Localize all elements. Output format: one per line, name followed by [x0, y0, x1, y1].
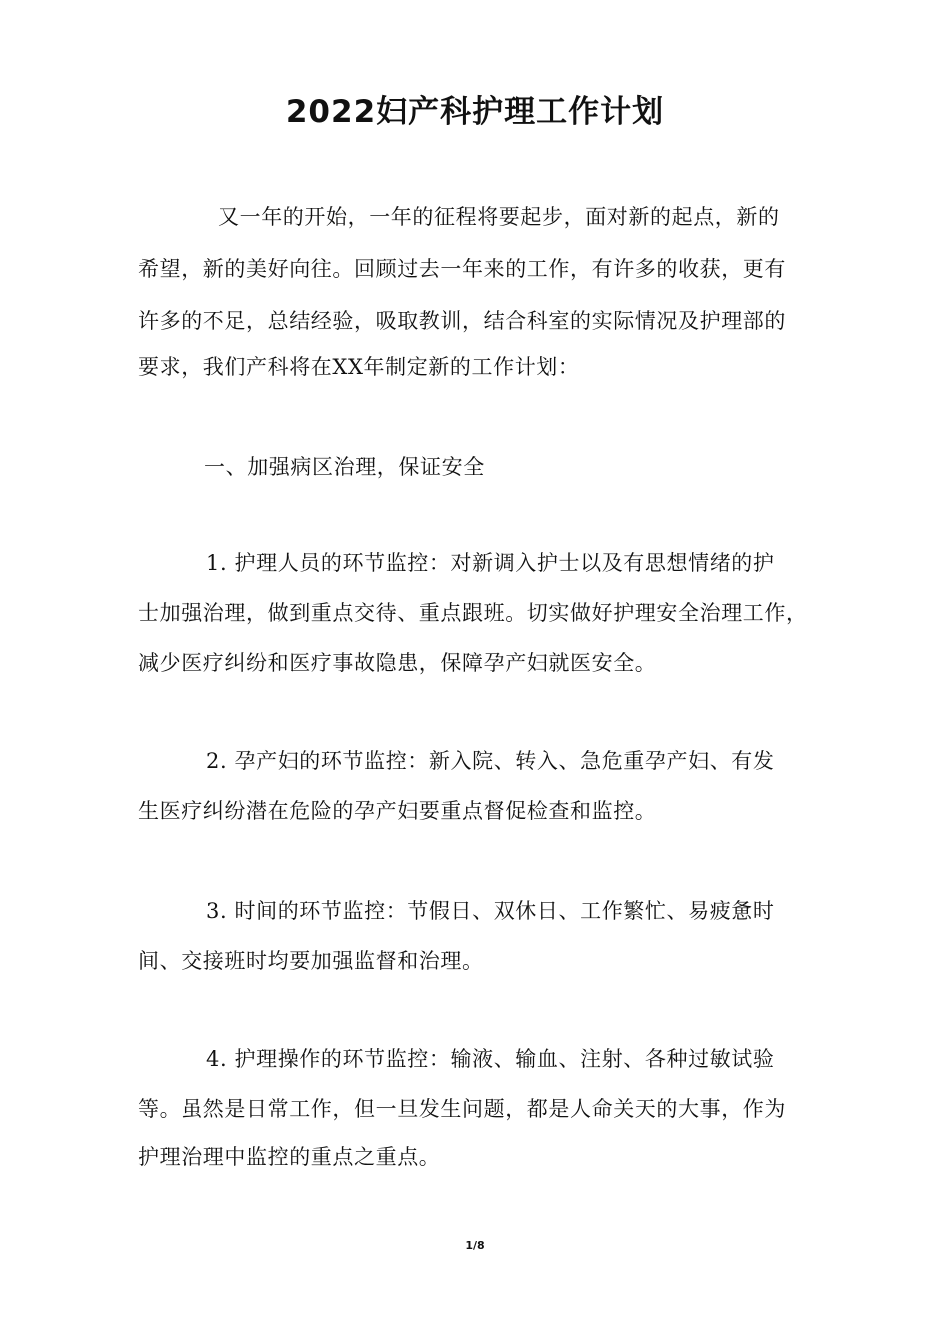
item-1-line: 1. 护理人员的环节监控：对新调入护士以及有思想情绪的护	[206, 551, 775, 575]
item-2-line: 2. 孕产妇的环节监控：新入院、转入、急危重孕产妇、有发	[206, 749, 775, 773]
intro-line: 又一年的开始，一年的征程将要起步，面对新的起点，新的	[218, 205, 780, 229]
item-4-line: 等。虽然是日常工作，但一旦发生问题，都是人命关天的大事，作为	[138, 1097, 786, 1121]
item-2-line: 生医疗纠纷潜在危险的孕产妇要重点督促检查和监控。	[138, 799, 657, 823]
item-1-line: 减少医疗纠纷和医疗事故隐患，保障孕产妇就医安全。	[138, 651, 657, 675]
page-number: 1/8	[465, 1239, 485, 1252]
item-1-line: 士加强治理，做到重点交待、重点跟班。切实做好护理安全治理工作，	[138, 601, 808, 625]
item-4-line: 4. 护理操作的环节监控：输液、输血、注射、各种过敏试验	[206, 1047, 775, 1071]
intro-line: 希望，新的美好向往。回顾过去一年来的工作，有许多的收获，更有	[138, 257, 786, 281]
intro-line: 要求，我们产科将在XX年制定新的工作计划：	[138, 355, 580, 379]
item-3-line: 间、交接班时均要加强监督和治理。	[138, 949, 484, 973]
item-3-line: 3. 时间的环节监控：节假日、双休日、工作繁忙、易疲惫时	[206, 899, 775, 923]
intro-line: 许多的不足，总结经验，吸取教训，结合科室的实际情况及护理部的	[138, 309, 786, 333]
document-title: 2022妇产科护理工作计划	[285, 94, 665, 130]
item-4-line: 护理治理中监控的重点之重点。	[138, 1145, 441, 1169]
section-heading: 一、加强病区治理，保证安全	[204, 455, 485, 479]
